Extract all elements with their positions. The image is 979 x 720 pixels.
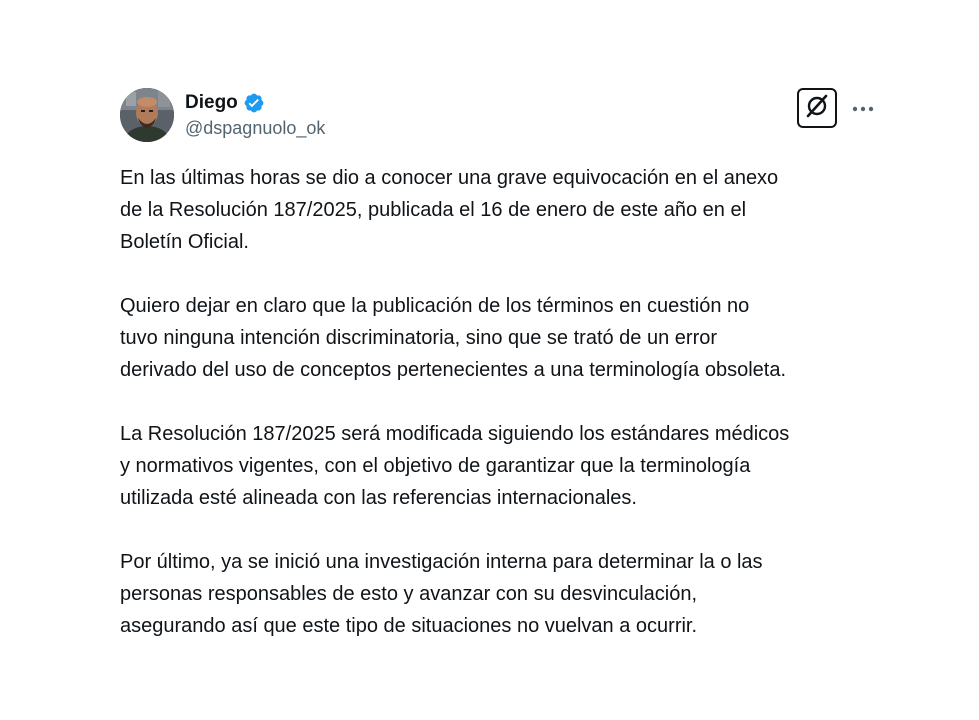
tweet-paragraph bbox=[120, 418, 890, 514]
tweet-header bbox=[120, 88, 880, 144]
text-line: Por último, ya se inició una investigación interna para determinar la o las bbox=[120, 551, 763, 573]
author-names bbox=[185, 91, 325, 139]
tweet-card bbox=[120, 88, 880, 637]
tweet-paragraph bbox=[120, 162, 890, 258]
more-horizontal-icon bbox=[852, 99, 874, 117]
text-line: En las últimas horas se dio a conocer una grave equivocación en el anexo bbox=[120, 167, 779, 189]
text-line: personas responsables de esto y avanzar con su desvinculación, bbox=[120, 583, 698, 605]
author-handle[interactable]: @dspagnuolo_ok bbox=[185, 118, 326, 138]
text-line: de la Resolución 187/2025, publicada el 16 de enero de este año en el bbox=[120, 199, 747, 221]
tweet-paragraph bbox=[120, 290, 890, 386]
name-row bbox=[185, 91, 325, 115]
text-line: derivado del uso de conceptos pertenecientes a una terminología obsoleta. bbox=[120, 359, 787, 381]
grok-icon bbox=[804, 93, 830, 124]
text-line: y normativos vigentes, con el objetivo de garantizar que la terminología bbox=[120, 455, 751, 477]
text-line: tuvo ninguna intención discriminatoria, sino que se trató de un error bbox=[120, 327, 718, 349]
avatar[interactable] bbox=[120, 88, 174, 142]
grok-button[interactable] bbox=[797, 88, 837, 128]
text-line: Quiero dejar en claro que la publicación de los términos en cuestión no bbox=[120, 295, 750, 317]
avatar-photo bbox=[120, 88, 174, 142]
verified-badge-icon bbox=[243, 92, 265, 114]
text-line: utilizada esté alineada con las referencias internacionales. bbox=[120, 487, 637, 509]
more-options-button[interactable] bbox=[848, 96, 878, 120]
text-line: La Resolución 187/2025 será modificada siguiendo los estándares médicos bbox=[120, 423, 790, 445]
display-name[interactable]: Diego bbox=[185, 92, 238, 113]
text-line: Boletín Oficial. bbox=[120, 231, 249, 253]
tweet-paragraph bbox=[120, 546, 890, 642]
text-line: asegurando así que este tipo de situaciones no vuelvan a ocurrir. bbox=[120, 615, 698, 637]
tweet-text bbox=[120, 162, 890, 674]
